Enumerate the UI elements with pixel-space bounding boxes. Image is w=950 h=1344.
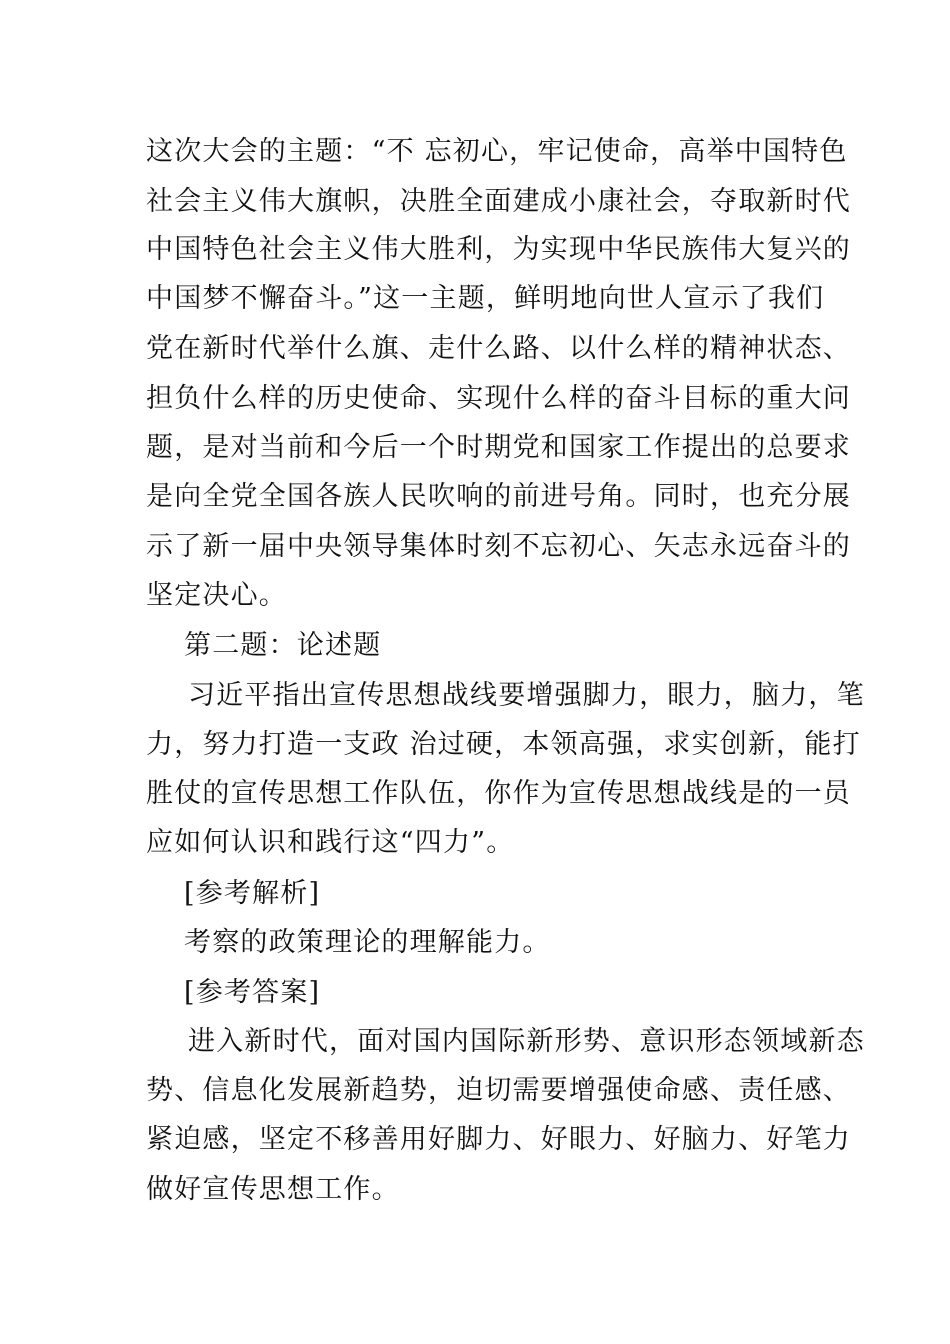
paragraph-1-line-6: 担负什么样的历史使命、实现什么样的奋斗目标的重大问 — [146, 383, 851, 414]
answer-line-1: 进入新时代，面对国内国际新形势、意识形态领域新态 — [188, 1026, 865, 1057]
question-line-4: 应如何认识和践行这“四力”。 — [146, 827, 515, 858]
question-line-2: 力，努力打造一支政 治过硬，本领高强，求实创新，能打 — [146, 729, 861, 760]
answer-line-4: 做好宣传思想工作。 — [146, 1174, 400, 1205]
answer-label: [参考答案] — [184, 977, 321, 1008]
paragraph-1-line-5: 党在新时代举什么旗、走什么路、以什么样的精神状态、 — [146, 333, 851, 364]
answer-line-3: 紧迫感，坚定不移善用好脚力、好眼力、好脑力、好笔力 — [146, 1124, 851, 1155]
section-heading: 第二题：论述题 — [184, 630, 382, 661]
paragraph-1-line-10: 坚定决心。 — [146, 580, 287, 611]
paragraph-1-line-1: 这次大会的主题：“不 忘初心，牢记使命，高举中国特色 — [146, 136, 848, 167]
paragraph-1-line-2: 社会主义伟大旗帜，决胜全面建成小康社会，夺取新时代 — [146, 186, 851, 217]
paragraph-1-line-4: 中国梦不懈奋斗。”这一主题，鲜明地向世人宣示了我们 — [146, 283, 825, 314]
paragraph-1-line-8: 是向全党全国各族人民吹响的前进号角。同时，也充分展 — [146, 481, 851, 512]
answer-line-2: 势、信息化发展新趋势，迫切需要增强使命感、责任感、 — [146, 1075, 851, 1106]
analysis-label: [参考解析] — [184, 878, 321, 909]
paragraph-1-line-9: 示了新一届中央领导集体时刻不忘初心、矢志永远奋斗的 — [146, 531, 851, 562]
analysis-text: 考察的政策理论的理解能力。 — [184, 927, 551, 958]
paragraph-1-line-3: 中国特色社会主义伟大胜利，为实现中华民族伟大复兴的 — [146, 234, 851, 265]
question-line-3: 胜仗的宣传思想工作队伍，你作为宣传思想战线是的一员 — [146, 778, 851, 809]
question-line-1: 习近平指出宣传思想战线要增强脚力，眼力，脑力，笔 — [188, 680, 865, 711]
paragraph-1-line-7: 题，是对当前和今后一个时期党和国家工作提出的总要求 — [146, 432, 851, 463]
